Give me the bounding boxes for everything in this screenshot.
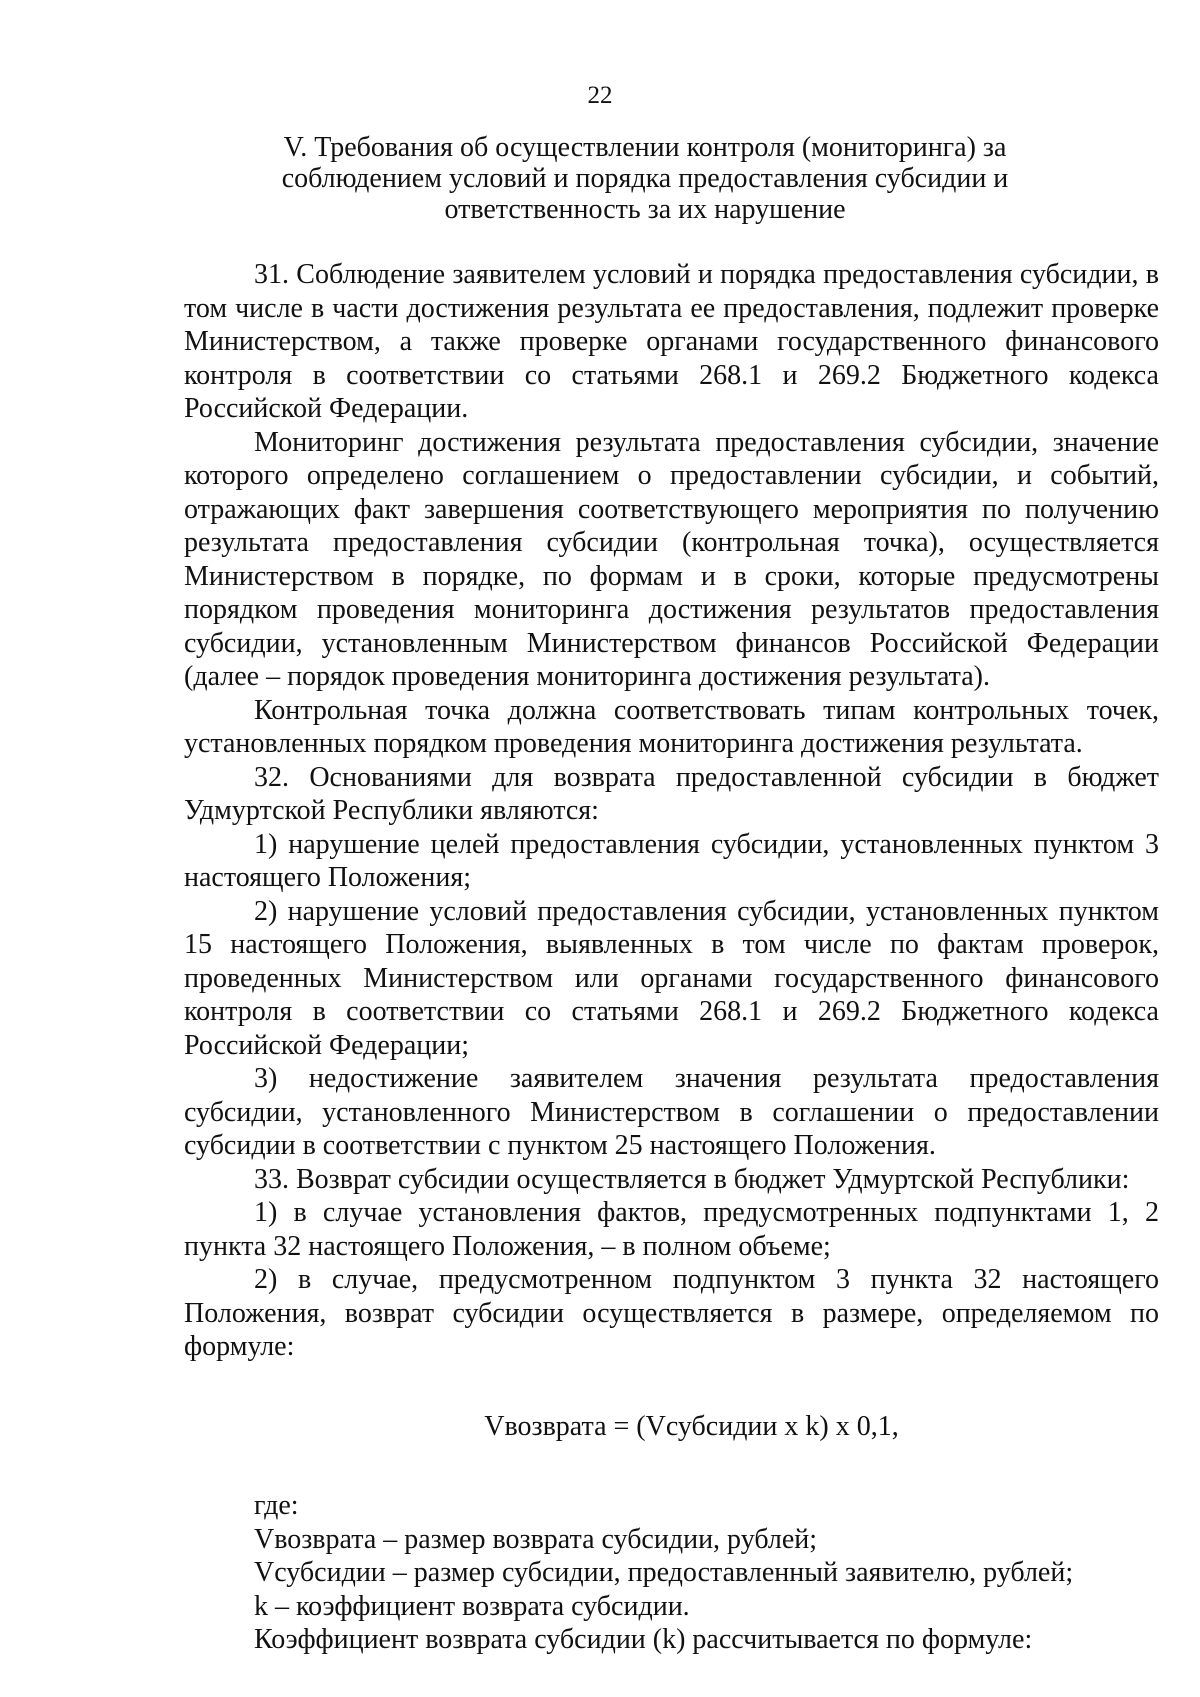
section-title: V. Требования об осуществлении контроля (мониторинга) за соблюдением условий и порядка предоставления субсидии и ответственность за их нарушение (281, 132, 1009, 225)
definition-line: Коэффициент возврата субсидии (k) рассчитывается по формуле: (254, 1624, 1033, 1655)
paragraph: 2) в случае, предусмотренном подпунктом 3 пункта 32 настоящего Положения, возврат субсидии осуществляется в размере, определяемом по формуле: (184, 1264, 1159, 1362)
paragraph: 33. Возврат субсидии осуществляется в бюджет Удмуртской Республики: (254, 1163, 1130, 1195)
page-number: 22 (587, 82, 613, 109)
paragraph: 31. Соблюдение заявителем условий и порядка предоставления субсидии, в том числе в части достижения результата ее предоставления, подлежит проверке Министерством, а также проверке органами государственного финансового контроля в соответствии со статьями 268.1 и 269.2 Бюджетного кодекса Российской Федерации. (184, 259, 1159, 424)
paragraph: Контрольная точка должна соответствовать типам контрольных точек, установленных порядком проведения мониторинга достижения результата. (184, 694, 1159, 759)
paragraph: 32. Основаниями для возврата предоставленной субсидии в бюджет Удмуртской Республики являются: (184, 761, 1159, 826)
paragraph: 1) нарушение целей предоставления субсидии, установленных пунктом 3 настоящего Положения; (184, 828, 1159, 893)
definition-line: Vсубсидии – размер субсидии, предоставленный заявителю, рублей; (254, 1557, 1074, 1588)
document-body (184, 258, 1159, 1657)
paragraph: 2) нарушение условий предоставления субсидии, установленных пунктом 15 настоящего Положения, выявленных в том числе по фактам проверок, проведенных Министерством или органами государственного финансового контроля в соответствии со статьями 268.1 и 269.2 Бюджетного кодекса Российской Федерации; (184, 895, 1159, 1061)
definitions (184, 1489, 1159, 1657)
definition-line: k – коэффициент возврата субсидии. (254, 1590, 690, 1622)
paragraph: Мониторинг достижения результата предоставления субсидии, значение которого определено соглашением о предоставлении субсидии, и событий, отражающих факт завершения соответствующего мероприятия по получению результата предоставления субсидии (контрольная точка), осуществляется Министерством в порядке, по формам и в сроки, которые предусмотрены порядком проведения мониторинга достижения результатов предоставления субсидии, установленным Министерством финансов Российской Федерации (далее – порядок проведения мониторинга достижения результата). (184, 426, 1159, 692)
paragraph: 3) недостижение заявителем значения результата предоставления субсидии, установленного Министерством в соглашении о предоставлении субсидии в соответствии с пунктом 25 настоящего Положения. (184, 1063, 1159, 1161)
definition-line: где: (254, 1490, 299, 1521)
paragraph: 1) в случае установления фактов, предусмотренных подпунктами 1, 2 пункта 32 настоящего Положения, – в полном объеме; (184, 1197, 1159, 1262)
definition-line: Vвозврата – размер возврата субсидии, рублей; (254, 1523, 818, 1555)
formula: Vвозврата = (Vсубсидии x k) x 0,1, (484, 1410, 899, 1442)
